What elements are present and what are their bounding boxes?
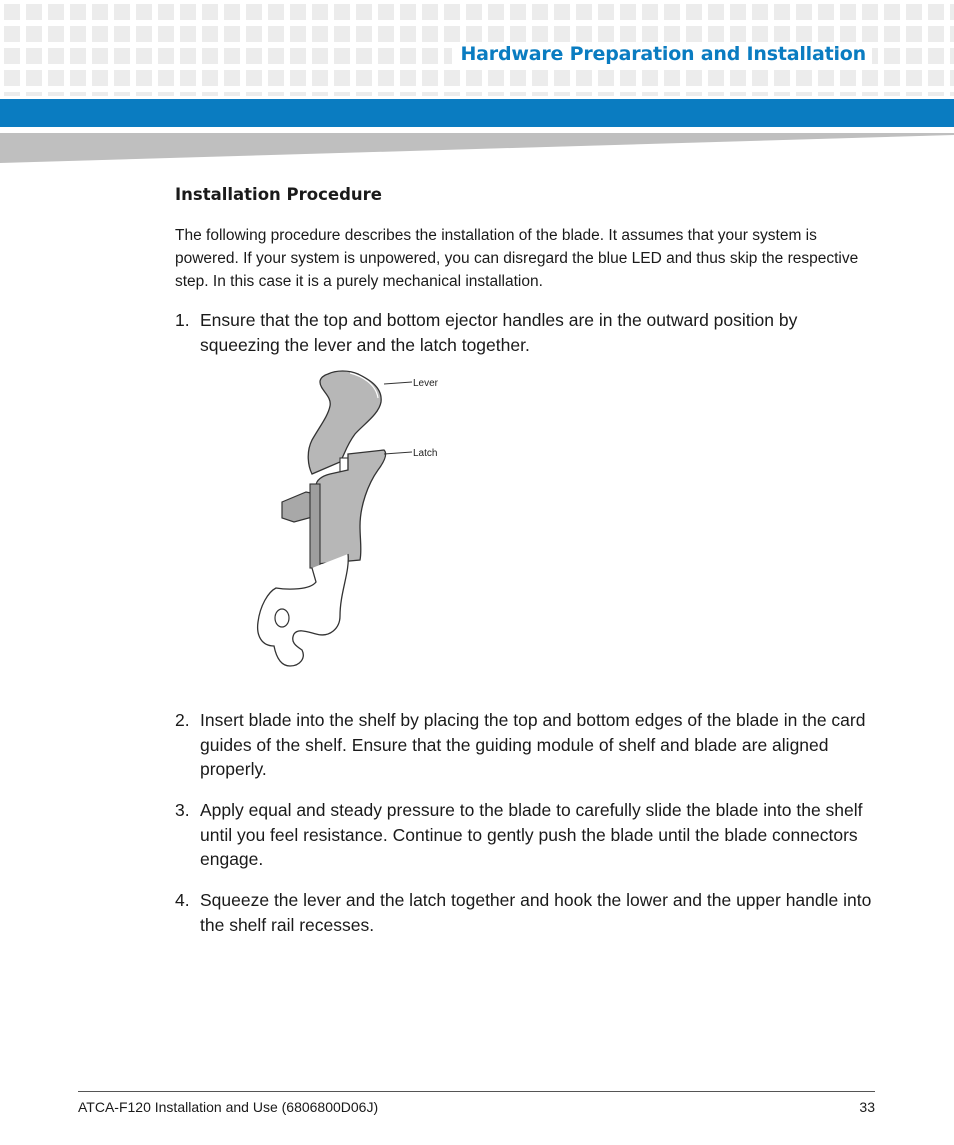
step-number: 4.	[175, 890, 190, 910]
latch-leader-line	[384, 452, 412, 454]
step-number: 1.	[175, 310, 190, 330]
step-text: Ensure that the top and bottom ejector handles are in the outward position by squeezing the lever and the latch together.	[200, 310, 798, 355]
footer-document-title: ATCA-F120 Installation and Use (6806800D06J)	[78, 1099, 379, 1115]
lever-label: Lever	[413, 378, 439, 389]
header-grey-wedge	[0, 127, 954, 165]
step-number: 2.	[175, 710, 190, 730]
intro-paragraph: The following procedure describes the installation of the blade. It assumes that your system is powered. If your system is unpowered, you can disregard the blue LED and thus skip the respective step. In this case it is a purely mechanical installation.	[175, 227, 859, 290]
lever-leader-line	[384, 382, 412, 384]
running-header-title: Hardware Preparation and Installation	[452, 43, 872, 65]
page-number: 33	[859, 1099, 875, 1115]
step-text: Squeeze the lever and the latch together and hook the lower and the upper handle into the shelf rail recesses.	[200, 890, 872, 935]
list-item-step-3	[175, 798, 880, 872]
list-item-step-2	[175, 708, 880, 782]
mounting-bracket	[258, 554, 349, 666]
step-text: Insert blade into the shelf by placing the top and bottom edges of the blade in the card guides of the shelf. Ensure that the guiding module of shelf and blade are aligned properly.	[200, 710, 866, 779]
step-text: Apply equal and steady pressure to the blade to carefully slide the blade into the shelf until you feel resistance. Continue to gently push the blade until the blade connectors engage.	[200, 800, 863, 869]
face-plate	[310, 484, 320, 568]
list-item-step-1	[175, 308, 880, 357]
footer-divider	[78, 1091, 875, 1092]
ejector-handle-figure	[250, 366, 450, 672]
list-item-step-4	[175, 888, 880, 937]
section-heading: Installation Procedure	[175, 185, 382, 204]
header-blue-bar	[0, 99, 954, 127]
bracket-hole	[275, 609, 289, 627]
step-number: 3.	[175, 800, 190, 820]
latch-label: Latch	[413, 448, 438, 459]
